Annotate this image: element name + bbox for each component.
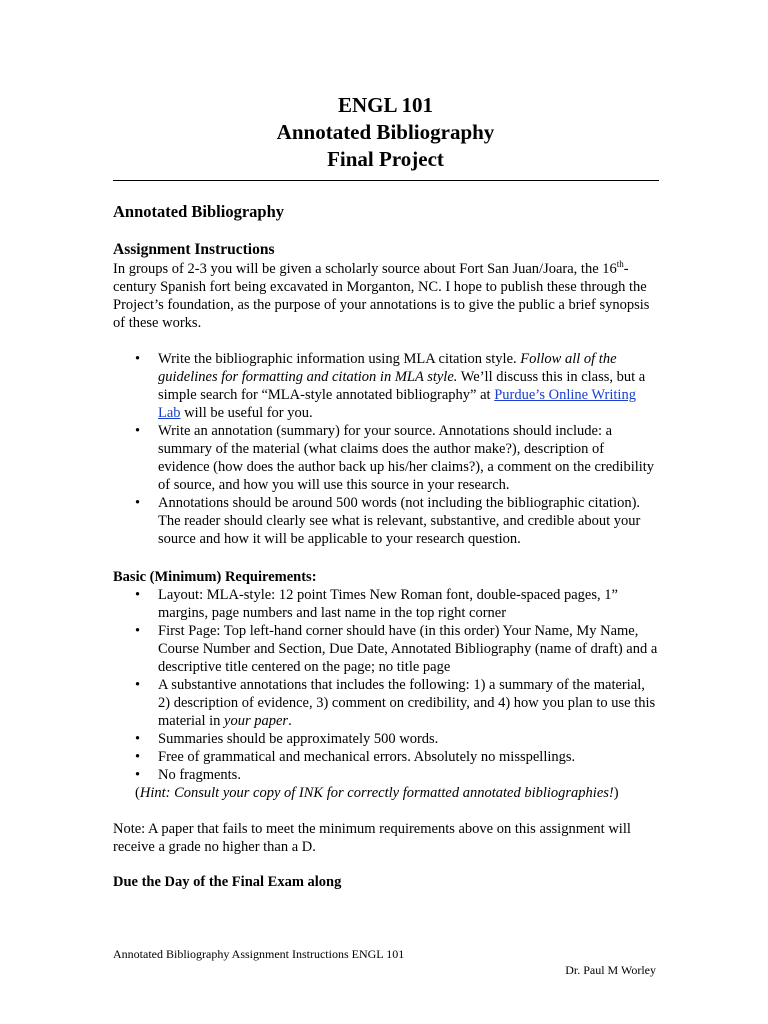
list-item: • First Page: Top left-hand corner should have (in this order) Your Name, My Name, Course Number and Section, Due Date, Annotated Bibliography (name of draft) and a descriptive title centered on the page; no title page <box>113 622 658 676</box>
list-item: • Annotations should be around 500 words (not including the bibliographic citation). The reader should clearly see what is relevant, substantive, and credible about your source and how it will be applicable to your research question. <box>113 494 658 548</box>
document-page <box>113 0 658 891</box>
list-item: • Write an annotation (summary) for your source. Annotations should include: a summary of the material (what claims does the author make?), description of evidence (how does the author back up his/her claims?), a comment on the credibility of source, and how you will use this source in your research. <box>113 422 658 494</box>
instructions-intro: In groups of 2-3 you will be given a scholarly source about Fort San Juan/Joara, the 16th-century Spanish fort being excavated in Morganton, NC. I hope to publish these through the Project’s foundation, as the purpose of your annotations is to give the public a brief synopsis of these works. <box>113 259 650 331</box>
due-date-line: Due the Day of the Final Exam along <box>113 874 342 890</box>
list-item: • A substantive annotations that includes the following: 1) a summary of the material, 2) description of evidence, 3) comment on credibility, and 4) how you plan to use this material in your paper. <box>113 676 658 730</box>
purdue-owl-link[interactable]: Purdue’s Online Writing Lab <box>158 387 636 421</box>
hint-text: (Hint: Consult your copy of INK for correctly formatted annotated bibliographies!) <box>135 785 619 801</box>
footer-author: Dr. Paul M Worley <box>565 963 656 977</box>
requirements-heading: Basic (Minimum) Requirements: <box>113 569 317 585</box>
list-item: • Free of grammatical and mechanical errors. Absolutely no misspellings. <box>113 748 658 766</box>
title-course: ENGL 101 <box>337 93 434 117</box>
section-heading: Annotated Bibliography <box>113 202 284 221</box>
title-assignment: Annotated Bibliography <box>276 120 495 144</box>
list-item: • Write the bibliographic information using MLA citation style. Follow all of the guidelines for formatting and citation in MLA style. We’ll discuss this in class, but a simple search for “MLA-style annotated bibliography” at Purdue’s Online Writing Lab will be useful for you. <box>113 350 658 422</box>
note-paragraph: Note: A paper that fails to meet the minimum requirements above on this assignment will receive a grade no higher than a D. <box>113 821 631 855</box>
requirements-list <box>113 586 658 784</box>
title-project: Final Project <box>327 147 444 171</box>
list-item: • Summaries should be approximately 500 words. <box>113 730 658 748</box>
footer-title: Annotated Bibliography Assignment Instructions ENGL 101 <box>113 947 405 961</box>
list-item: • No fragments. <box>113 766 658 784</box>
list-item: • Layout: MLA-style: 12 point Times New Roman font, double-spaced pages, 1” margins, page numbers and last name in the top right corner <box>113 586 658 622</box>
ordinal-superscript: th <box>616 259 624 269</box>
instructions-heading: Assignment Instructions <box>113 241 275 258</box>
document-title <box>113 92 658 173</box>
instructions-list <box>113 350 658 548</box>
title-divider <box>113 180 659 181</box>
